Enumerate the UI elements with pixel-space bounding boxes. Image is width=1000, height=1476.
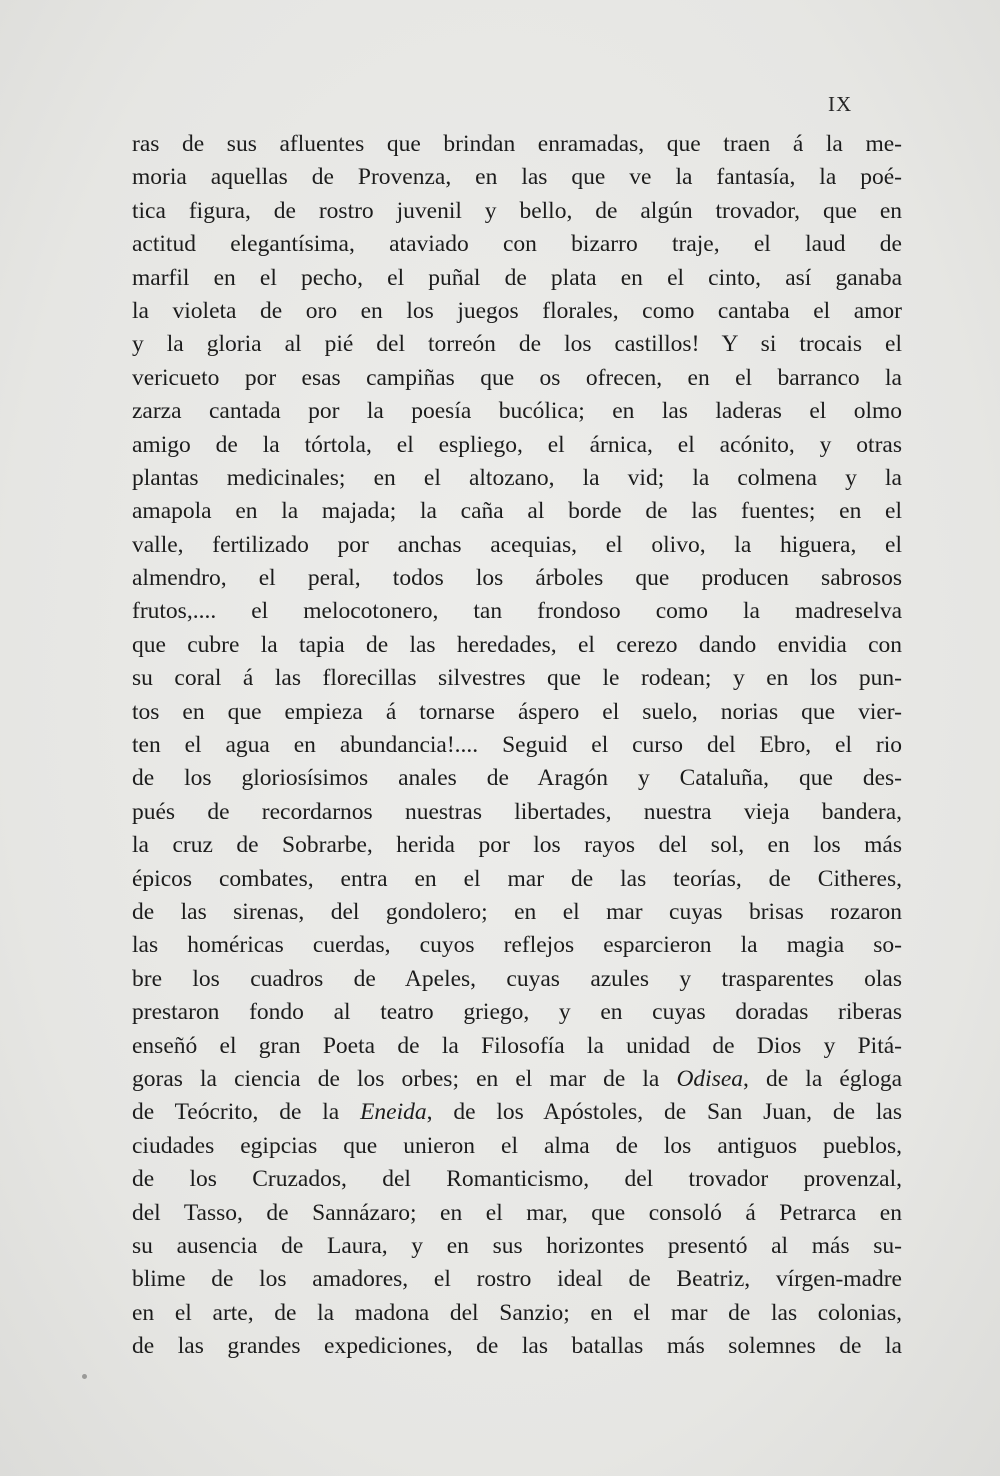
text-line: su ausencia de Laura, y en sus horizontes presentó al más su- <box>132 1232 902 1259</box>
text-line: y la gloria al pié del torreón de los castillos! Y si trocais el <box>132 331 902 358</box>
text-segment: , de los Apóstoles, de San Juan, de las <box>426 1099 903 1126</box>
text-line: de las sirenas, del gondolero; en el mar cuyas brisas rozaron <box>132 898 902 925</box>
text-line: enseñó el gran Poeta de la Filosofía la unidad de Dios y Pitá- <box>132 1032 902 1059</box>
body-text <box>132 128 902 1363</box>
text-line: tica figura, de rostro juvenil y bello, de algún trovador, que en <box>132 197 902 224</box>
text-line: moria aquellas de Provenza, en las que ve la fantasía, la poé- <box>132 164 902 191</box>
text-line: bre los cuadros de Apeles, cuyas azules y trasparentes olas <box>132 965 902 992</box>
text-line: vericueto por esas campiñas que os ofrecen, en el barranco la <box>132 364 902 391</box>
paper-speck <box>82 1374 87 1379</box>
text-line: pués de recordarnos nuestras libertades, nuestra vieja bandera, <box>132 798 902 825</box>
text-line: blime de los amadores, el rostro ideal de Beatriz, vírgen-madre <box>132 1266 902 1293</box>
text-line-eneida <box>132 1096 902 1129</box>
italic-title-odisea: Odisea <box>676 1065 744 1092</box>
page-number: IX <box>828 92 853 116</box>
text-line: plantas medicinales; en el altozano, la vid; la colmena y la <box>132 464 902 491</box>
text-line: ten el agua en abundancia!.... Seguid el curso del Ebro, el rio <box>132 732 902 759</box>
text-segment: goras la ciencia de los orbes; en el mar de la <box>132 1065 677 1092</box>
text-line: actitud elegantísima, ataviado con bizarro traje, el laud de <box>132 231 902 258</box>
text-line: marfil en el pecho, el puñal de plata en el cinto, así ganaba <box>132 264 902 291</box>
text-line: ras de sus afluentes que brindan enramadas, que traen á la me- <box>132 131 902 157</box>
text-line: épicos combates, entra en el mar de las teorías, de Citheres, <box>132 865 902 892</box>
text-line: ciudades egipcias que unieron el alma de los antiguos pueblos, <box>132 1132 902 1159</box>
text-line: de las grandes expediciones, de las batallas más solemnes de la <box>132 1333 902 1360</box>
text-segment: de Teócrito, de la <box>132 1099 361 1126</box>
text-line: su coral á las florecillas silvestres que le rodean; y en los pun- <box>132 665 902 692</box>
text-line: de los gloriosísimos anales de Aragón y Cataluña, que des- <box>132 765 902 792</box>
text-line: de los Cruzados, del Romanticismo, del trovador provenzal, <box>132 1166 902 1193</box>
text-line: frutos,.... el melocotonero, tan frondoso como la madreselva <box>132 598 902 625</box>
text-line: zarza cantada por la poesía bucólica; en las laderas el olmo <box>132 398 902 425</box>
text-line: del Tasso, de Sannázaro; en el mar, que consoló á Petrarca en <box>132 1199 902 1226</box>
text-line: la violeta de oro en los juegos florales, como cantaba el amor <box>132 297 902 324</box>
text-line: tos en que empieza á tornarse áspero el suelo, norias que vier- <box>132 698 902 725</box>
text-line: la cruz de Sobrarbe, herida por los rayos del sol, en los más <box>132 832 902 859</box>
text-line: prestaron fondo al teatro griego, y en cuyas doradas riberas <box>132 999 902 1026</box>
text-line: valle, fertilizado por anchas acequias, el olivo, la higuera, el <box>132 531 902 558</box>
italic-title-eneida: Eneida <box>360 1099 427 1126</box>
text-segment: , de la égloga <box>743 1065 902 1092</box>
text-line: amapola en la majada; la caña al borde de las fuentes; en el <box>132 498 902 525</box>
text-line: que cubre la tapia de las heredades, el cerezo dando envidia con <box>132 631 902 658</box>
text-line: las homéricas cuerdas, cuyos reflejos esparcieron la magia so- <box>132 932 902 959</box>
text-line: en el arte, de la madona del Sanzio; en el mar de las colonias, <box>132 1299 902 1326</box>
text-line: almendro, el peral, todos los árboles que producen sabrosos <box>132 565 902 592</box>
text-line-odisea <box>132 1063 902 1096</box>
text-line: amigo de la tórtola, el espliego, el árnica, el acónito, y otras <box>132 431 902 458</box>
